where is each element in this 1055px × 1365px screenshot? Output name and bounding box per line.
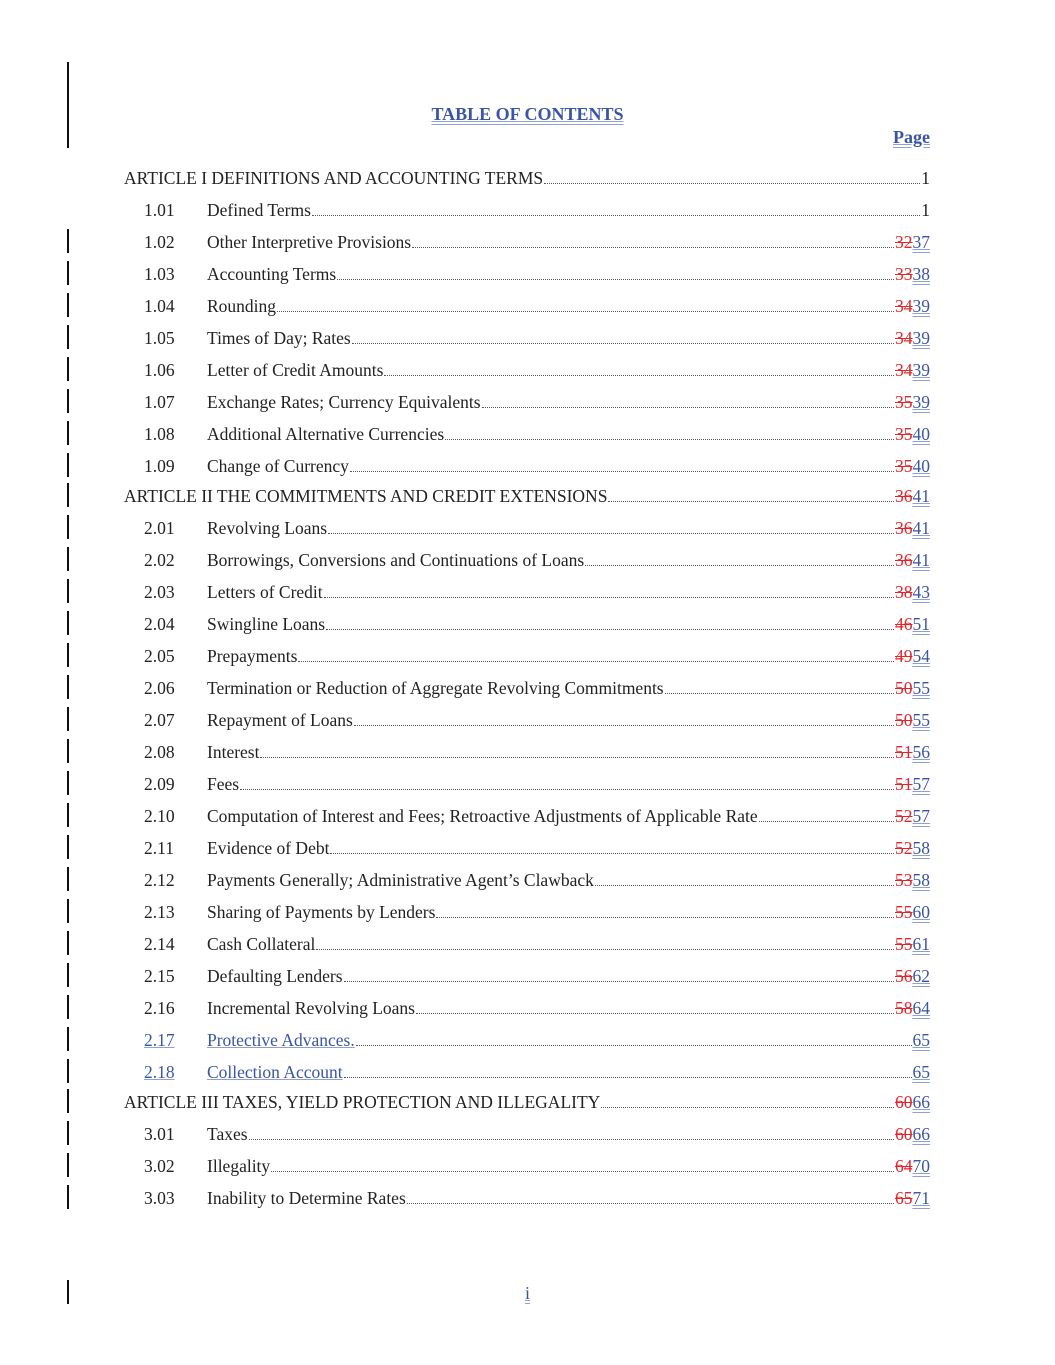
change-bar [67,1121,69,1145]
inserted-page-number[interactable]: 55 [912,710,930,730]
section-number: 1.06 [144,360,175,380]
entry-title: Sharing of Payments by Lenders [207,902,436,922]
page-reference [895,263,930,285]
entry-title: Defined Terms [207,200,311,220]
dot-leader [354,725,894,726]
toc-section-entry[interactable] [124,221,930,253]
entry-title: Letter of Credit Amounts [207,360,384,380]
dot-leader [412,247,894,248]
section-number-link[interactable]: 2.17 [144,1030,175,1050]
page-reference [895,455,930,477]
page-reference [921,167,930,189]
dot-leader [344,1077,912,1078]
toc-section-entry[interactable] [124,699,930,731]
change-bar [67,611,69,635]
page-reference [895,741,930,763]
change-bar [67,229,69,253]
page-reference [895,549,930,571]
inserted-page-number[interactable]: 65 [912,1030,930,1050]
dot-leader [330,853,894,854]
inserted-page-number[interactable]: 39 [912,328,930,348]
page-reference [913,1029,931,1051]
deleted-page-number: 36 [895,550,913,570]
section-number: 1.09 [144,456,175,476]
page-reference [895,869,930,891]
deleted-page-number: 58 [895,998,913,1018]
toc-section-entry[interactable] [124,253,930,285]
change-bar [67,1027,69,1051]
toc-section-entry[interactable] [124,603,930,635]
section-number: 2.01 [144,518,175,538]
page-number-footer [0,1283,1055,1304]
change-bar [67,421,69,445]
entry-title: Protective Advances. [207,1030,355,1050]
inserted-page-number[interactable]: 43 [912,582,930,602]
entry-title: Exchange Rates; Currency Equivalents [207,392,481,412]
section-number: 1.05 [144,328,175,348]
inserted-page-number[interactable]: 39 [912,296,930,316]
entry-title: ARTICLE I DEFINITIONS AND ACCOUNTING TERMS [124,168,544,188]
dot-leader [324,597,894,598]
dot-leader [326,629,894,630]
inserted-page-number[interactable]: 57 [912,774,930,794]
dot-leader [445,439,894,440]
deleted-page-number: 35 [895,456,913,476]
change-bar [67,803,69,827]
change-bar [67,707,69,731]
deleted-page-number: 53 [895,870,913,890]
inserted-page-number[interactable]: 66 [912,1124,930,1144]
entry-title: Additional Alternative Currencies [207,424,445,444]
change-bar [67,579,69,603]
change-bar [67,995,69,1019]
section-number: 1.07 [144,392,175,412]
change-bar [67,739,69,763]
entry-title: Termination or Reduction of Aggregate Revolving Commitments [207,678,664,698]
section-number: 3.01 [144,1124,175,1144]
toc-section-entry[interactable] [124,635,930,667]
section-number: 2.10 [144,806,175,826]
page-reference [895,359,930,381]
deleted-page-number: 49 [895,646,913,666]
section-number: 3.02 [144,1156,175,1176]
deleted-page-number: 55 [895,902,913,922]
deleted-page-number: 60 [895,1092,913,1112]
page-reference [895,327,930,349]
change-bar [67,1185,69,1209]
page-reference [895,965,930,987]
inserted-page-number[interactable]: 40 [912,424,930,444]
toc-article-entry[interactable] [124,477,930,507]
deleted-page-number: 36 [895,486,913,506]
deleted-page-number: 51 [895,774,913,794]
inserted-page-number[interactable]: 56 [912,742,930,762]
toc-section-entry[interactable] [124,827,930,859]
entry-title: Illegality [207,1156,271,1176]
toc-section-entry[interactable] [124,381,930,413]
page-reference [895,645,930,667]
page-reference [895,231,930,253]
toc-section-entry[interactable] [124,571,930,603]
change-bar [67,643,69,667]
section-number: 1.03 [144,264,175,284]
dot-leader [260,757,894,758]
page-reference [895,773,930,795]
inserted-page-number[interactable]: 39 [912,392,930,412]
section-number: 2.12 [144,870,175,890]
page-reference [895,423,930,445]
change-bar [67,325,69,349]
inserted-page-number[interactable]: 61 [912,934,930,954]
change-bar [67,835,69,859]
deleted-page-number: 50 [895,678,913,698]
inserted-page-number[interactable]: 38 [912,264,930,284]
entry-title: Times of Day; Rates [207,328,351,348]
toc-section-entry[interactable] [124,413,930,445]
page-reference [895,709,930,731]
page-reference [895,295,930,317]
entry-title: Computation of Interest and Fees; Retroactive Adjustments of Applicable Rate [207,806,758,826]
section-number: 1.08 [144,424,175,444]
section-number: 2.13 [144,902,175,922]
inserted-page-number[interactable]: 58 [912,870,930,890]
deleted-page-number: 38 [895,582,913,602]
section-number: 2.05 [144,646,175,666]
page-reference [895,613,930,635]
section-number: 2.02 [144,550,175,570]
entry-title: Change of Currency [207,456,349,476]
deleted-page-number: 34 [895,296,913,316]
section-number: 2.09 [144,774,175,794]
toc-article-entry[interactable] [124,167,930,189]
entry-title: Fees [207,774,240,794]
page-reference [895,837,930,859]
entry-title: ARTICLE II THE COMMITMENTS AND CREDIT EXTENSIONS [124,486,608,506]
toc-section-entry[interactable] [124,189,930,221]
deleted-page-number: 52 [895,806,913,826]
inserted-page-number[interactable]: 51 [912,614,930,634]
dot-leader [356,1045,912,1046]
change-bar [67,675,69,699]
section-number: 2.15 [144,966,175,986]
section-number: 2.07 [144,710,175,730]
dot-leader [665,693,894,694]
section-number [124,1061,207,1083]
toc-section-entry[interactable] [124,1113,930,1145]
inserted-page-number[interactable]: 65 [912,1062,930,1082]
inserted-page-number[interactable]: 58 [912,838,930,858]
toc-section-entry[interactable] [124,795,930,827]
deleted-page-number: 60 [895,1124,913,1144]
toc-section-entry[interactable] [124,317,930,349]
page-number: 1 [921,200,930,220]
dot-leader [608,501,894,502]
dot-leader [344,981,894,982]
page-reference [895,997,930,1019]
entry-title: Interest [207,742,260,762]
dot-leader [436,917,894,918]
inserted-page-number[interactable]: 41 [912,486,930,506]
inserted-page-number[interactable]: 54 [912,646,930,666]
dot-leader [350,471,894,472]
section-number: 2.14 [144,934,175,954]
section-number: 1.01 [144,200,175,220]
inserted-page-number[interactable]: 71 [912,1188,930,1208]
section-number: 2.11 [144,838,174,858]
deleted-page-number: 64 [895,1156,913,1176]
page-reference [895,391,930,413]
toc-section-entry[interactable] [124,955,930,987]
change-bar [67,931,69,955]
section-number: 2.06 [144,678,175,698]
footer-page-text: i [524,1283,530,1303]
dot-leader [328,533,894,534]
change-bar [67,867,69,891]
deleted-page-number: 56 [895,966,913,986]
page-reference [895,1187,930,1209]
change-bar [67,453,69,477]
inserted-page-number[interactable]: 55 [912,678,930,698]
entry-title: Defaulting Lenders [207,966,343,986]
toc-section-entry[interactable] [124,859,930,891]
entry-title: Revolving Loans [207,518,328,538]
section-number: 1.04 [144,296,175,316]
deleted-page-number: 46 [895,614,913,634]
page-reference [895,1123,930,1145]
entry-title: Other Interpretive Provisions [207,232,412,252]
deleted-page-number: 65 [895,1188,913,1208]
toc-list [124,167,930,1209]
dot-leader [416,1013,894,1014]
dot-leader [759,821,894,822]
entry-title: Prepayments [207,646,298,666]
toc-section-entry[interactable] [124,667,930,699]
change-bar [67,357,69,381]
change-bar [67,1089,69,1113]
change-bar [67,1059,69,1083]
deleted-page-number: 34 [895,360,913,380]
page-header-text: Page [893,127,930,147]
deleted-page-number: 52 [895,838,913,858]
entry-title: ARTICLE III TAXES, YIELD PROTECTION AND ILLEGALITY [124,1092,601,1112]
toc-title [0,104,1055,125]
entry-title: Incremental Revolving Loans [207,998,415,1018]
change-bar [67,515,69,539]
dot-leader [601,1107,894,1108]
change-bar [67,389,69,413]
dot-leader [585,565,894,566]
page-reference [895,1091,930,1113]
deleted-page-number: 33 [895,264,913,284]
section-number: 1.02 [144,232,175,252]
dot-leader [271,1171,894,1172]
section-number [124,1029,207,1051]
deleted-page-number: 32 [895,232,913,252]
inserted-page-number[interactable]: 40 [912,456,930,476]
inserted-page-number[interactable]: 62 [912,966,930,986]
section-number: 2.16 [144,998,175,1018]
page-reference [895,901,930,923]
change-bar [67,261,69,285]
toc-article-entry[interactable] [124,1083,930,1113]
toc-section-entry[interactable] [124,923,930,955]
entry-title: Accounting Terms [207,264,337,284]
page-reference [913,1061,931,1083]
change-bar [67,899,69,923]
toc-section-entry[interactable] [124,763,930,795]
toc-section-entry[interactable] [124,987,930,1019]
deleted-page-number: 55 [895,934,913,954]
inserted-page-number[interactable]: 66 [912,1092,930,1112]
entry-title: Collection Account [207,1062,343,1082]
entry-title: Taxes [207,1124,248,1144]
dot-leader [384,375,894,376]
dot-leader [298,661,894,662]
inserted-page-number[interactable]: 64 [912,998,930,1018]
dot-leader [316,949,894,950]
entry-title: Swingline Loans [207,614,326,634]
dot-leader [249,1139,894,1140]
dot-leader [312,215,920,216]
entry-title: Borrowings, Conversions and Continuations of Loans [207,550,585,570]
entry-title: Inability to Determine Rates [207,1188,406,1208]
inserted-page-number[interactable]: 39 [912,360,930,380]
page-reference [895,933,930,955]
dot-leader [544,183,920,184]
dot-leader [352,343,894,344]
inserted-page-number[interactable]: 70 [912,1156,930,1176]
entry-title: Cash Collateral [207,934,316,954]
section-number-link[interactable]: 2.18 [144,1062,175,1082]
deleted-page-number: 51 [895,742,913,762]
page-reference [895,485,930,507]
change-bar [67,293,69,317]
inserted-page-number[interactable]: 41 [912,518,930,538]
change-bar [67,483,69,507]
inserted-page-number[interactable]: 41 [912,550,930,570]
change-bar [67,1153,69,1177]
toc-section-entry[interactable] [124,1051,930,1083]
toc-section-entry[interactable] [124,1177,930,1209]
page-reference [921,199,930,221]
deleted-page-number: 35 [895,424,913,444]
toc-section-entry[interactable] [124,891,930,923]
deleted-page-number: 34 [895,328,913,348]
page-reference [895,581,930,603]
page-reference [895,805,930,827]
section-number: 2.08 [144,742,175,762]
section-number: 2.03 [144,582,175,602]
change-bar [67,547,69,571]
inserted-page-number[interactable]: 37 [912,232,930,252]
page-reference [895,677,930,699]
toc-section-entry[interactable] [124,1019,930,1051]
change-bar [67,771,69,795]
toc-section-entry[interactable] [124,731,930,763]
toc-section-entry[interactable] [124,1145,930,1177]
deleted-page-number: 35 [895,392,913,412]
toc-section-entry[interactable] [124,445,930,477]
entry-title: Payments Generally; Administrative Agent’s Clawback [207,870,594,890]
deleted-page-number: 50 [895,710,913,730]
deleted-page-number: 36 [895,518,913,538]
entry-title: Repayment of Loans [207,710,353,730]
toc-section-entry[interactable] [124,285,930,317]
page-column-header [893,127,930,148]
page-reference [895,517,930,539]
dot-leader [337,279,894,280]
inserted-page-number[interactable]: 57 [912,806,930,826]
entry-title: Rounding [207,296,277,316]
toc-section-entry[interactable] [124,539,930,571]
dot-leader [595,885,894,886]
page-reference [895,1155,930,1177]
entry-title: Letters of Credit [207,582,323,602]
change-bar [67,963,69,987]
dot-leader [240,789,894,790]
toc-title-text: TABLE OF CONTENTS [431,104,624,124]
toc-section-entry[interactable] [124,507,930,539]
toc-section-entry[interactable] [124,349,930,381]
dot-leader [407,1203,894,1204]
section-number: 3.03 [144,1188,175,1208]
section-number: 2.04 [144,614,175,634]
dot-leader [482,407,894,408]
inserted-page-number[interactable]: 60 [912,902,930,922]
entry-title: Evidence of Debt [207,838,330,858]
page-number: 1 [921,168,930,188]
dot-leader [277,311,894,312]
